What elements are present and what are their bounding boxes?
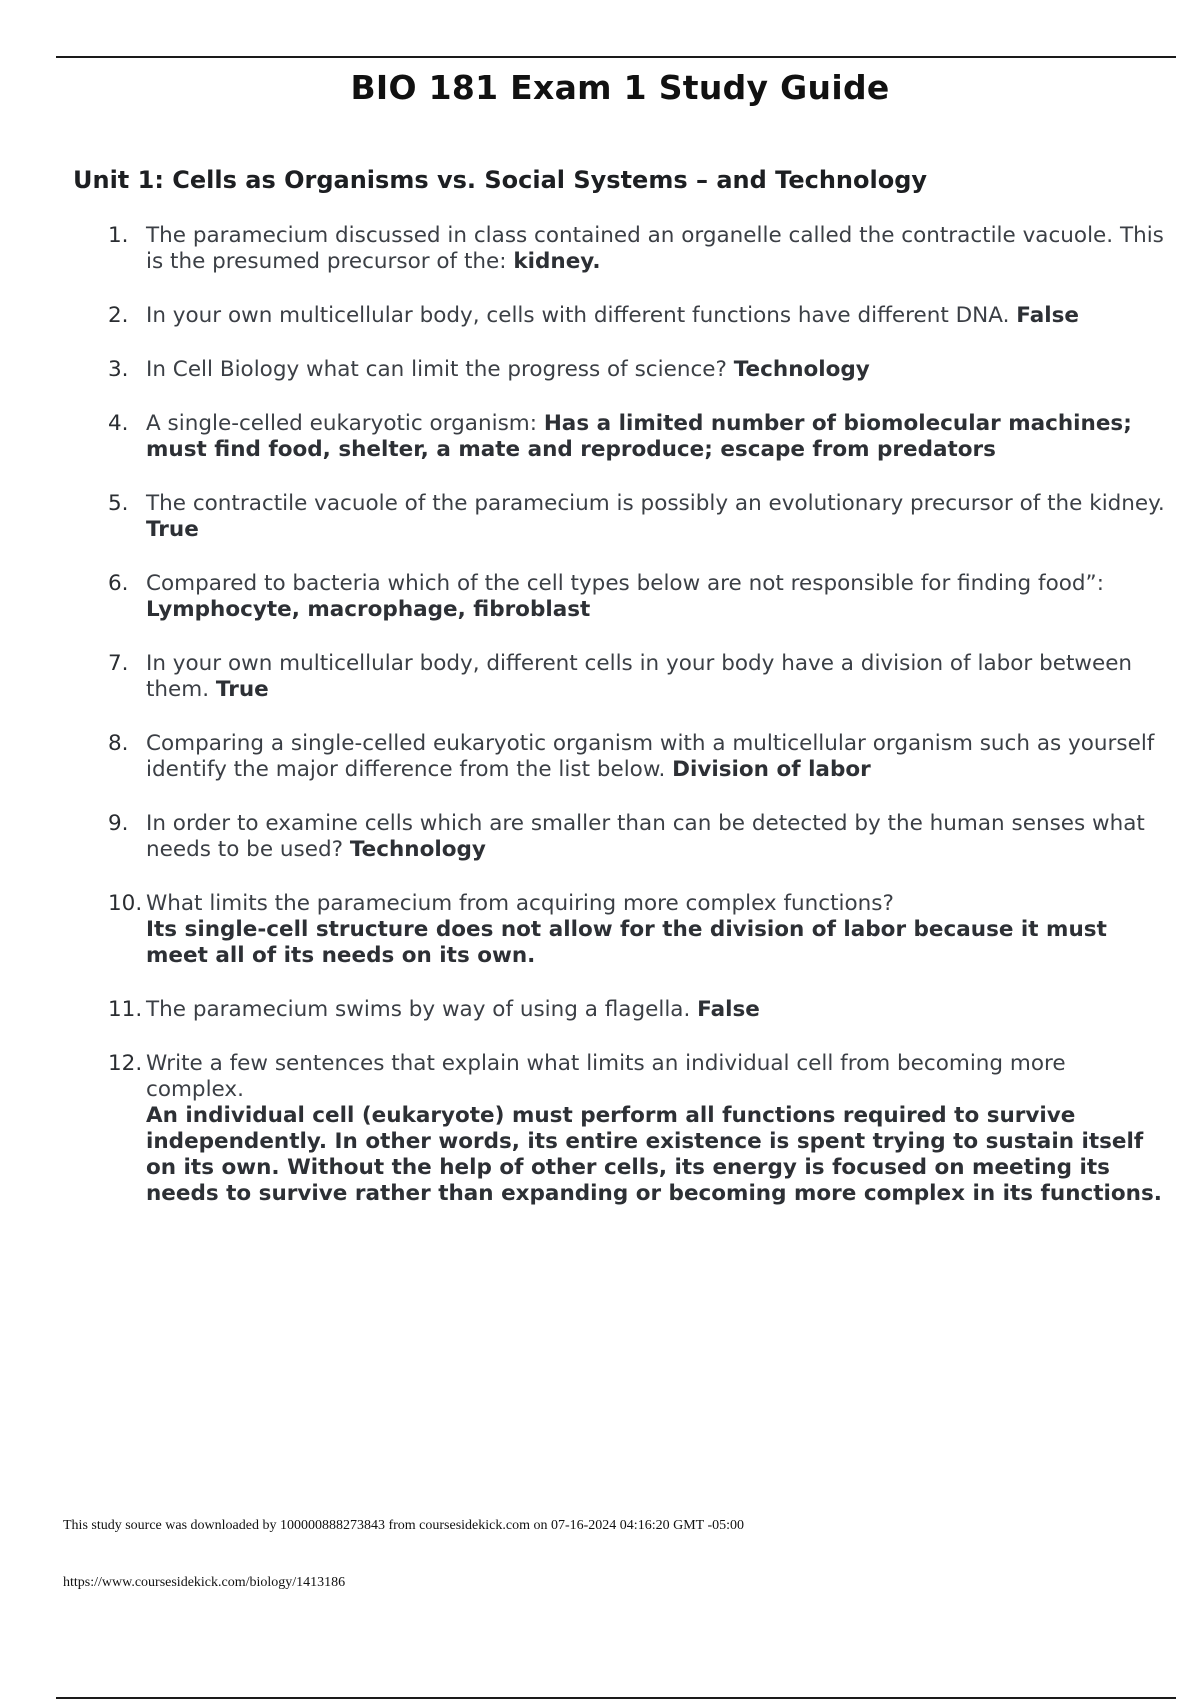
footer-url: https://www.coursesidekick.com/biology/1413186 bbox=[63, 1575, 346, 1590]
question-list bbox=[108, 223, 1168, 1235]
question-item-4 bbox=[108, 411, 1168, 463]
question-text: The paramecium swims by way of using a flagella. bbox=[146, 997, 691, 1022]
question-text: A single-celled eukaryotic organism: bbox=[146, 411, 537, 436]
footer-source-note: This study source was downloaded by 100000888273843 from coursesidekick.com on 07-16-2024 04:16:20 GMT -05:00 bbox=[63, 1518, 744, 1533]
question-item-6 bbox=[108, 571, 1168, 623]
question-number: 1. bbox=[108, 223, 129, 248]
question-answer: False bbox=[697, 997, 760, 1022]
question-answer: Its single-cell structure does not allow for the division of labor because it must meet all of its needs on its own. bbox=[146, 917, 1107, 968]
question-item-9 bbox=[108, 811, 1168, 863]
question-answer: True bbox=[146, 517, 199, 542]
question-answer: kidney. bbox=[513, 249, 601, 274]
question-text: In Cell Biology what can limit the progress of science? bbox=[146, 357, 727, 382]
question-item-10 bbox=[108, 891, 1168, 969]
question-text: Comparing a single-celled eukaryotic organism with a multicellular organism such as yourself identify the major difference from the list below. bbox=[146, 731, 1155, 782]
document-title: BIO 181 Exam 1 Study Guide bbox=[350, 68, 890, 107]
bottom-rule bbox=[56, 1697, 1176, 1699]
unit-heading: Unit 1: Cells as Organisms vs. Social Systems – and Technology bbox=[73, 166, 928, 194]
question-text: In order to examine cells which are smaller than can be detected by the human senses what needs to be used? bbox=[146, 811, 1145, 862]
question-item-2 bbox=[108, 303, 1168, 329]
question-item-5 bbox=[108, 491, 1168, 543]
question-text: Compared to bacteria which of the cell types below are not responsible for finding food”: bbox=[146, 571, 1104, 596]
question-number: 9. bbox=[108, 811, 129, 836]
question-item-11 bbox=[108, 997, 1168, 1023]
question-number: 12. bbox=[108, 1051, 143, 1076]
question-answer: False bbox=[1016, 303, 1079, 328]
question-answer: Technology bbox=[733, 357, 870, 382]
question-number: 8. bbox=[108, 731, 129, 756]
question-number: 3. bbox=[108, 357, 129, 382]
question-text: In your own multicellular body, different cells in your body have a division of labor between them. bbox=[146, 651, 1133, 702]
question-number: 10. bbox=[108, 891, 143, 916]
question-text: The contractile vacuole of the paramecium is possibly an evolutionary precursor of the kidney. bbox=[146, 491, 1165, 516]
question-number: 4. bbox=[108, 411, 129, 436]
question-text: What limits the paramecium from acquiring more complex functions? bbox=[146, 891, 894, 916]
question-number: 5. bbox=[108, 491, 129, 516]
question-number: 6. bbox=[108, 571, 129, 596]
question-item-7 bbox=[108, 651, 1168, 703]
question-item-8 bbox=[108, 731, 1168, 783]
question-item-3 bbox=[108, 357, 1168, 383]
question-number: 11. bbox=[108, 997, 143, 1022]
question-number: 2. bbox=[108, 303, 129, 328]
question-text: In your own multicellular body, cells with different functions have different DNA. bbox=[146, 303, 1010, 328]
question-answer: Lymphocyte, macrophage, fibroblast bbox=[146, 597, 591, 622]
question-answer: Division of labor bbox=[672, 757, 871, 782]
question-answer: Technology bbox=[349, 837, 486, 862]
top-rule bbox=[56, 56, 1176, 58]
question-item-12 bbox=[108, 1051, 1168, 1207]
question-number: 7. bbox=[108, 651, 129, 676]
question-text: The paramecium discussed in class contained an organelle called the contractile vacuole. This is the presumed precursor of the: bbox=[146, 223, 1164, 274]
question-answer: True bbox=[215, 677, 269, 702]
question-text: Write a few sentences that explain what limits an individual cell from becoming more complex. bbox=[146, 1051, 1066, 1102]
question-answer: Has a limited number of biomolecular machines; must find food, shelter, a mate and reproduce; escape from predators bbox=[146, 411, 1132, 462]
question-answer: An individual cell (eukaryote) must perform all functions required to survive independently. In other words, its entire existence is spent trying to sustain itself on its own. Without the help of other cells, its energy is focused on meeting its needs to survive rather than expanding or becoming more complex in its functions. bbox=[146, 1103, 1162, 1206]
question-item-1 bbox=[108, 223, 1168, 275]
